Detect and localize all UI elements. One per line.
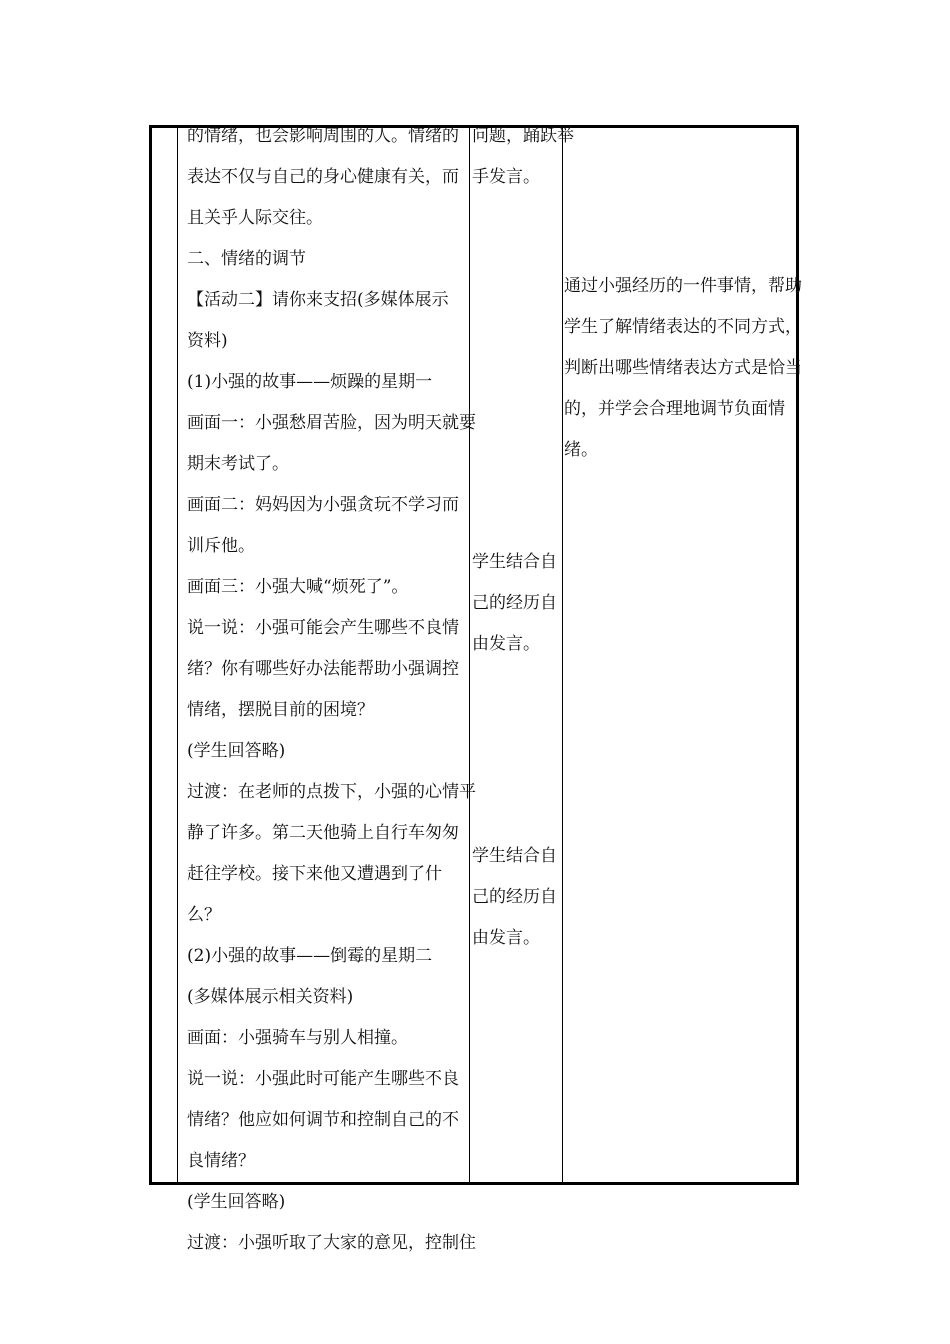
text-line: 资料) xyxy=(187,331,228,351)
text-line: 问题，踊跃举 xyxy=(472,126,574,146)
text-line: 学生了解情绪表达的不同方式， xyxy=(564,317,802,337)
text-line: (学生回答略) xyxy=(187,741,286,761)
student-activity-block xyxy=(472,116,574,198)
text-line: 学生结合自 xyxy=(472,846,557,866)
text-line: 说一说：小强可能会产生哪些不良情 xyxy=(187,618,459,638)
text-line: 画面：小强骑车与别人相撞。 xyxy=(187,1028,408,1048)
text-line: 说一说：小强此时可能产生哪些不良 xyxy=(187,1069,459,1089)
text-line: 的情绪，也会影响周围的人。情绪的 xyxy=(187,126,459,146)
text-line: 由发言。 xyxy=(472,928,540,948)
text-line: (1)小强的故事——烦躁的星期一 xyxy=(187,372,433,392)
design-intent-cell xyxy=(564,266,802,471)
column-divider xyxy=(562,125,563,1185)
student-activity-block xyxy=(472,836,557,959)
text-line: 过渡：小强听取了大家的意见，控制住 xyxy=(187,1233,476,1253)
text-line: (2)小强的故事——倒霉的星期二 xyxy=(187,946,433,966)
text-line: 画面一：小强愁眉苦脸，因为明天就要 xyxy=(187,413,476,433)
text-line: 由发言。 xyxy=(472,634,540,654)
text-line: 判断出哪些情绪表达方式是恰当 xyxy=(564,358,802,378)
text-line: 画面二：妈妈因为小强贪玩不学习而 xyxy=(187,495,459,515)
text-line: 己的经历自 xyxy=(472,887,557,907)
text-line: 画面三：小强大喊“烦死了”。 xyxy=(187,577,409,597)
text-line: 情绪？他应如何调节和控制自己的不 xyxy=(187,1110,459,1130)
column-divider xyxy=(177,125,178,1185)
text-line: 期末考试了。 xyxy=(187,454,289,474)
section-heading: 二、情绪的调节 xyxy=(187,249,306,269)
text-line: 通过小强经历的一件事情，帮助 xyxy=(564,276,802,296)
text-line: 表达不仅与自己的身心健康有关，而 xyxy=(187,167,459,187)
text-line: 且关乎人际交往。 xyxy=(187,208,323,228)
teacher-activity-cell xyxy=(187,116,476,1264)
text-line: 的，并学会合理地调节负面情 xyxy=(564,399,785,419)
text-line: 手发言。 xyxy=(472,167,540,187)
text-line: 赶往学校。接下来他又遭遇到了什 xyxy=(187,864,442,884)
text-line: 良情绪？ xyxy=(187,1151,255,1171)
text-line: 过渡：在老师的点拨下，小强的心情平 xyxy=(187,782,476,802)
activity-heading: 【活动二】请你来支招(多媒体展示 xyxy=(187,290,449,310)
text-line: (多媒体展示相关资料) xyxy=(187,987,354,1007)
text-line: 训斥他。 xyxy=(187,536,255,556)
text-line: 静了许多。第二天他骑上自行车匆匆 xyxy=(187,823,459,843)
text-line: 己的经历自 xyxy=(472,593,557,613)
text-line: 情绪，摆脱目前的困境？ xyxy=(187,700,374,720)
text-line: (学生回答略) xyxy=(187,1192,286,1212)
text-line: 么？ xyxy=(187,905,221,925)
student-activity-block xyxy=(472,542,557,665)
text-line: 学生结合自 xyxy=(472,552,557,572)
text-line: 绪。 xyxy=(564,440,598,460)
text-line: 绪？你有哪些好办法能帮助小强调控 xyxy=(187,659,459,679)
